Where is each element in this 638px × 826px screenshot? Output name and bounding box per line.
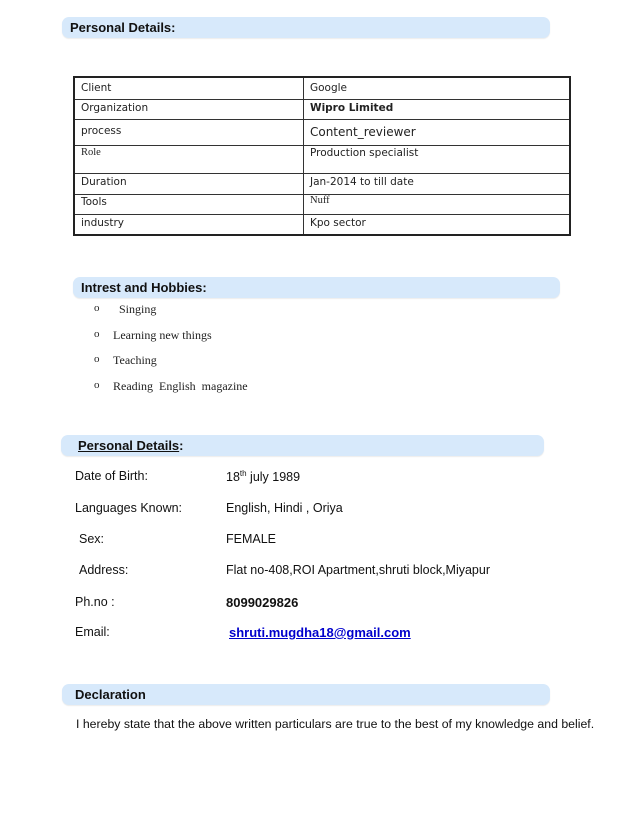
project-details-table	[73, 76, 571, 236]
phone-value: 8099029826	[226, 595, 299, 610]
hobby-text: Reading English magazine	[113, 378, 248, 393]
table-row	[74, 99, 570, 119]
table-cell-value: Wipro Limited	[303, 99, 570, 119]
table-cell-value: Nuff	[303, 194, 570, 214]
email-label: Email:	[75, 625, 110, 639]
section-title-colon: :	[179, 438, 184, 453]
table-cell-value: Content_reviewer	[303, 119, 570, 145]
phone-label: Ph.no :	[75, 595, 115, 609]
sex-label: Sex:	[79, 532, 105, 546]
dob-value	[226, 469, 300, 484]
declaration-text: I hereby state that the above written particulars are true to the best of my knowledge and belief.	[76, 717, 595, 731]
table-row	[74, 119, 570, 145]
table-cell-key: Role	[74, 145, 303, 173]
table-cell-value: Jan-2014 to till date	[303, 173, 570, 194]
dob-suffix: th	[239, 469, 247, 478]
section-title	[78, 435, 184, 456]
table-cell-key: Client	[74, 77, 303, 99]
sex-value: FEMALE	[226, 532, 277, 546]
hobby-text: Singing	[119, 302, 157, 316]
table-cell-key: Organization	[74, 99, 303, 119]
table-row	[74, 77, 570, 99]
bullet-icon: o	[94, 353, 100, 365]
section-header-personal-details	[62, 17, 550, 38]
hobby-text: Teaching	[113, 353, 157, 367]
section-header-personal-details-2	[61, 435, 544, 456]
bullet-icon: o	[94, 302, 100, 314]
section-title: Intrest and Hobbies:	[81, 280, 207, 295]
table-cell-key: process	[74, 119, 303, 145]
section-title: Declaration	[75, 687, 146, 702]
section-title: Personal Details:	[70, 20, 176, 35]
bullet-icon: o	[94, 378, 100, 391]
dob-day: 18	[226, 470, 240, 485]
table-cell-key: Tools	[74, 194, 303, 214]
table-row	[74, 194, 570, 214]
address-value: Flat no-408,ROI Apartment,shruti block,Miyapur	[226, 563, 491, 577]
section-header-declaration	[62, 684, 550, 705]
dob-label: Date of Birth:	[75, 469, 148, 483]
address-label: Address:	[79, 563, 129, 577]
bullet-icon: o	[94, 327, 100, 340]
table-cell-value: Google	[303, 77, 570, 99]
table-row	[74, 145, 570, 173]
table-row	[74, 173, 570, 194]
dob-rest: july 1989	[246, 470, 301, 485]
table-cell-key: industry	[74, 214, 303, 235]
email-link[interactable]: shruti.mugdha18@gmail.com	[229, 625, 411, 640]
table-cell-value: Kpo sector	[303, 214, 570, 235]
table-cell-value: Production specialist	[303, 145, 570, 173]
table-cell-key: Duration	[74, 173, 303, 194]
table-row	[74, 214, 570, 235]
languages-value: English, Hindi , Oriya	[226, 501, 343, 515]
languages-label: Languages Known:	[75, 501, 183, 515]
section-header-hobbies	[73, 277, 560, 298]
hobby-text: Learning new things	[113, 327, 212, 342]
section-title-text: Personal Details	[78, 438, 180, 453]
